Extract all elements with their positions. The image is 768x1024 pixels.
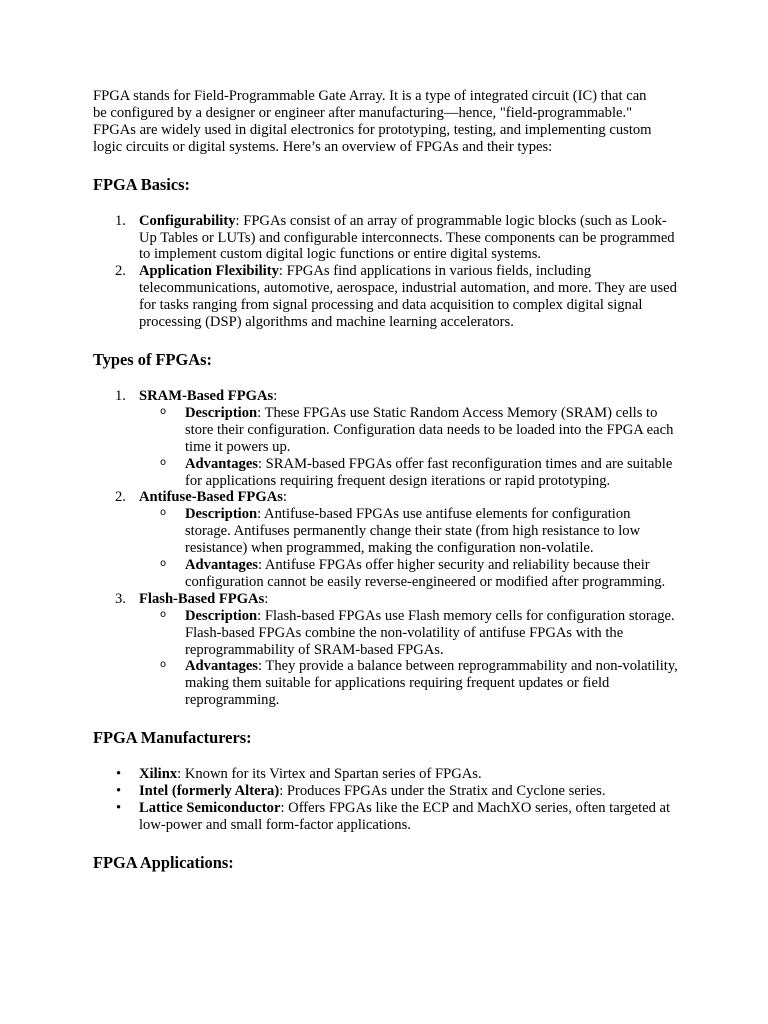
item-term: Application Flexibility (139, 263, 279, 280)
section-heading-types: Types of FPGAs: (93, 349, 212, 369)
item-suffix: : (273, 387, 278, 404)
sub-item-term: Description (185, 506, 258, 523)
list-item (93, 213, 678, 264)
sub-item-text: : They provide a balance between reprogrammability and non-volatility, making them suitable for applications requiring frequent updates or field reprogramming. (185, 658, 678, 709)
sub-list (139, 405, 678, 490)
sub-bullet: o (160, 507, 167, 519)
item-term: Lattice Semiconductor (139, 800, 281, 816)
sub-list-item (139, 506, 678, 557)
sub-item-term: Advantages (185, 658, 258, 675)
sub-list-item (139, 557, 678, 591)
sub-bullet: o (160, 456, 167, 468)
item-term: Xilinx (139, 766, 178, 783)
list-item (93, 263, 678, 331)
sub-item-term: Description (185, 404, 258, 421)
list-item (93, 489, 678, 590)
types-list (93, 388, 678, 709)
sub-item-text: : Antifuse FPGAs offer higher security and reliability because their configuration cannot be easily reverse-engineered or modified after programming. (185, 557, 666, 590)
sub-list-item (139, 658, 678, 709)
list-item (93, 800, 678, 834)
bullet: • (116, 766, 122, 783)
item-suffix: : (282, 489, 287, 506)
bullet: • (116, 800, 122, 816)
sub-item-text: : SRAM-based FPGAs offer fast reconfiguration times and are suitable for applications requiring frequent design iterations or rapid prototyping. (185, 455, 673, 489)
item-text: : Known for its Virtex and Spartan series of FPGAs. (177, 766, 482, 783)
item-term: Flash-Based FPGAs (139, 590, 265, 607)
manufacturers-list (93, 766, 678, 834)
item-term: Intel (formerly Altera) (139, 783, 280, 800)
sub-item-text: : Antifuse-based FPGAs use antifuse elements for configuration storage. Antifuses permanently change their state (from high resistance to low resistance) when programmed, making the configuration non-volatile. (185, 506, 641, 557)
list-number: 3. (115, 590, 126, 607)
list-item (93, 388, 678, 489)
sub-list-item (139, 608, 678, 659)
sub-bullet: o (160, 558, 167, 570)
list-number: 1. (115, 387, 126, 404)
sub-list (139, 506, 678, 591)
sub-bullet: o (160, 405, 167, 417)
item-text: : FPGAs consist of an array of programmable logic blocks (such as Look-Up Tables or LUTs) and configurable interconnects. These components can be programmed to implement custom digital logic functions or entire digital systems. (139, 212, 675, 263)
sub-bullet: o (160, 608, 167, 620)
sub-item-term: Description (185, 607, 258, 624)
sub-item-text: : These FPGAs use Static Random Access Memory (SRAM) cells to store their configuration. Configuration data needs to be loaded into the FPGA each time it powers up. (185, 404, 674, 455)
sub-item-text: : Flash-based FPGAs use Flash memory cells for configuration storage. Flash-based FPGAs combine the non-volatility of antifuse FPGAs with the reprogrammability of SRAM-based FPGAs. (185, 607, 675, 658)
item-term: Antifuse-Based FPGAs (139, 489, 283, 506)
sub-list-item (139, 405, 678, 456)
item-text: : FPGAs find applications in various fields, including telecommunications, automotive, aerospace, industrial automation, and more. They are used for tasks ranging from signal processing and data acquisition to complex digital signal processing (DSP) algorithms and machine learning accelerators. (139, 263, 677, 331)
sub-list-item (139, 456, 678, 490)
item-text: : Produces FPGAs under the Stratix and Cyclone series. (279, 783, 606, 800)
intro-paragraph: FPGA stands for Field-Programmable Gate Array. It is a type of integrated circuit (IC) that can be configured by a designer or engineer after manufacturing—hence, "field-programmable." FPGAs are widely used in digital electronics for prototyping, testing, and implementing custom logic circuits or digital systems. Here’s an overview of FPGAs and their types: (93, 88, 652, 155)
sub-item-term: Advantages (185, 557, 258, 574)
list-item (93, 783, 678, 800)
section-heading-applications: FPGA Applications: (93, 852, 234, 872)
item-term: Configurability (139, 212, 236, 229)
list-item (93, 766, 678, 783)
list-number: 1. (115, 212, 126, 229)
list-number: 2. (115, 489, 126, 506)
item-term: SRAM-Based FPGAs (139, 387, 274, 404)
sub-list (139, 608, 678, 709)
section-heading-basics: FPGA Basics: (93, 174, 190, 194)
item-text: : Offers FPGAs like the ECP and MachXO series, often targeted at low-power and small form-factor applications. (139, 800, 671, 833)
list-item (93, 591, 678, 709)
basics-list (93, 213, 678, 331)
bullet: • (116, 783, 122, 800)
sub-item-term: Advantages (185, 455, 258, 472)
sub-bullet: o (160, 659, 167, 671)
list-number: 2. (115, 263, 126, 280)
section-heading-manufacturers: FPGA Manufacturers: (93, 728, 252, 748)
item-suffix: : (264, 590, 269, 607)
